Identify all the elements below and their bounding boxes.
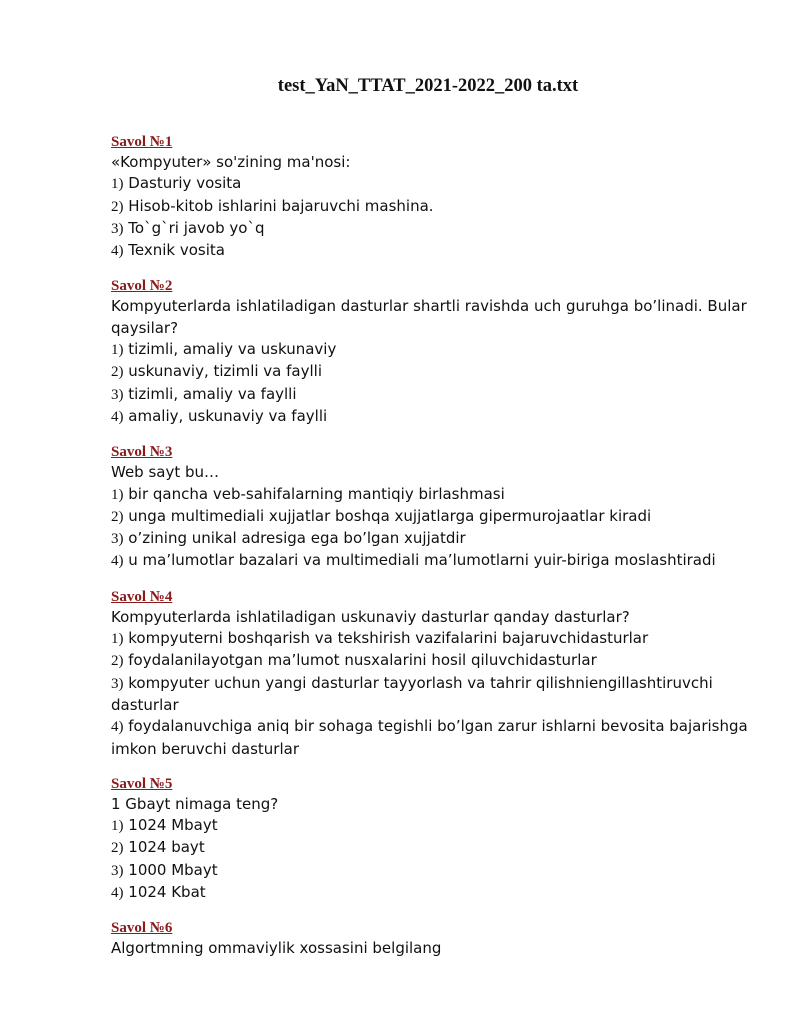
question-label: Savol №5 [111, 775, 173, 792]
question-4 [111, 587, 751, 760]
option-number: 2) [111, 840, 124, 857]
option-number: 1) [111, 486, 124, 503]
option-number: 1) [111, 176, 124, 193]
answer-option [111, 860, 751, 882]
option-text: Hisob-kitob ishlarini bajaruvchi mashina. [128, 196, 434, 215]
answer-option [111, 837, 751, 859]
question-3 [111, 442, 751, 572]
answer-option [111, 384, 751, 406]
option-text: Texnik vosita [128, 241, 225, 260]
option-text: foydalanilayotgan ma’lumot nusxalarini hosil qiluvchidasturlar [128, 651, 597, 670]
question-6 [111, 918, 751, 959]
option-number: 1) [111, 631, 124, 648]
option-text: tizimli, amaliy va faylli [128, 384, 297, 403]
question-text: Web sayt bu… [111, 463, 220, 482]
question-text: 1 Gbayt nimaga teng? [111, 794, 279, 813]
question-1 [111, 132, 751, 262]
answer-options [111, 815, 751, 904]
question-2 [111, 276, 751, 428]
answer-option [111, 815, 751, 837]
option-number: 3) [111, 675, 124, 692]
option-text: foydalanuvchiga aniq bir sohaga tegishli bo’lgan zarur ishlarni bevosita bajarishga imkon beruvchi dasturlar [111, 717, 748, 758]
answer-option [111, 406, 751, 428]
option-text: To`g`ri javob yo`q [128, 218, 265, 237]
option-text: 1024 Mbayt [128, 816, 218, 835]
question-text: Kompyuterlarda ishlatiladigan dasturlar shartli ravishda uch guruhga bo’linadi. Bular qaysilar? [111, 297, 747, 337]
answer-option [111, 339, 751, 361]
option-text: bir qancha veb-sahifalarning mantiqiy birlashmasi [128, 484, 505, 503]
option-text: uskunaviy, tizimli va faylli [128, 362, 322, 381]
document-title: test_YaN_TTAT_2021-2022_200 ta.txt [277, 76, 579, 96]
question-label: Savol №3 [111, 444, 173, 461]
option-number: 2) [111, 653, 124, 670]
option-text: u ma’lumotlar bazalari va multimediali ma’lumotlarni yuir-biriga moslashtiradi [128, 551, 716, 570]
question-label: Savol №6 [111, 920, 173, 937]
option-number: 1) [111, 818, 124, 835]
option-text: kompyuterni boshqarish va tekshirish vazifalarini bajaruvchidasturlar [128, 629, 649, 648]
option-text: unga multimediali xujjatlar boshqa xujjatlarga gipermurojaatlar kiradi [128, 506, 652, 525]
option-text: 1024 bayt [128, 838, 205, 857]
option-text: o’zining unikal adresiga ega bo’lgan xujjatdir [128, 529, 466, 548]
question-label: Savol №2 [111, 278, 173, 295]
question-5 [111, 774, 751, 904]
option-number: 1) [111, 342, 124, 359]
option-number: 3) [111, 220, 124, 237]
option-number: 3) [111, 531, 124, 548]
question-text: «Kompyuter» so'zining ma'nosi: [111, 153, 351, 171]
option-text: kompyuter uchun yangi dasturlar tayyorlash va tahrir qilishniengillashtiruvchi dasturlar [111, 673, 713, 714]
answer-option [111, 550, 751, 572]
answer-option [111, 484, 751, 506]
answer-options [111, 484, 751, 573]
answer-option [111, 528, 751, 550]
option-number: 2) [111, 364, 124, 381]
answer-options [111, 173, 751, 262]
option-number: 3) [111, 862, 124, 879]
option-number: 4) [111, 719, 124, 736]
answer-options [111, 339, 751, 428]
option-number: 4) [111, 408, 124, 425]
option-text: tizimli, amaliy va uskunaviy [128, 340, 337, 359]
question-text: Algortmning ommaviylik xossasini belgilang [111, 939, 442, 958]
answer-option [111, 673, 751, 717]
question-label: Savol №4 [111, 588, 173, 605]
answer-options [111, 628, 751, 760]
answer-option [111, 716, 751, 760]
option-number: 2) [111, 508, 124, 525]
answer-option [111, 650, 751, 672]
option-number: 3) [111, 386, 124, 403]
option-text: 1024 Kbat [128, 883, 206, 902]
option-number: 2) [111, 198, 124, 215]
option-number: 4) [111, 553, 124, 570]
option-text: amaliy, uskunaviy va faylli [128, 406, 328, 425]
option-text: Dasturiy vosita [128, 174, 242, 193]
answer-option [111, 882, 751, 904]
option-number: 4) [111, 243, 124, 260]
answer-option [111, 628, 751, 650]
answer-option [111, 218, 751, 240]
question-list [111, 130, 751, 974]
answer-option [111, 240, 751, 262]
option-text: 1000 Mbayt [128, 860, 218, 879]
answer-option [111, 196, 751, 218]
question-text: Kompyuterlarda ishlatiladigan uskunaviy dasturlar qanday dasturlar? [111, 607, 630, 626]
option-number: 4) [111, 885, 124, 902]
answer-option [111, 361, 751, 383]
question-label: Savol №1 [111, 134, 173, 150]
answer-option [111, 173, 751, 195]
answer-option [111, 506, 751, 528]
